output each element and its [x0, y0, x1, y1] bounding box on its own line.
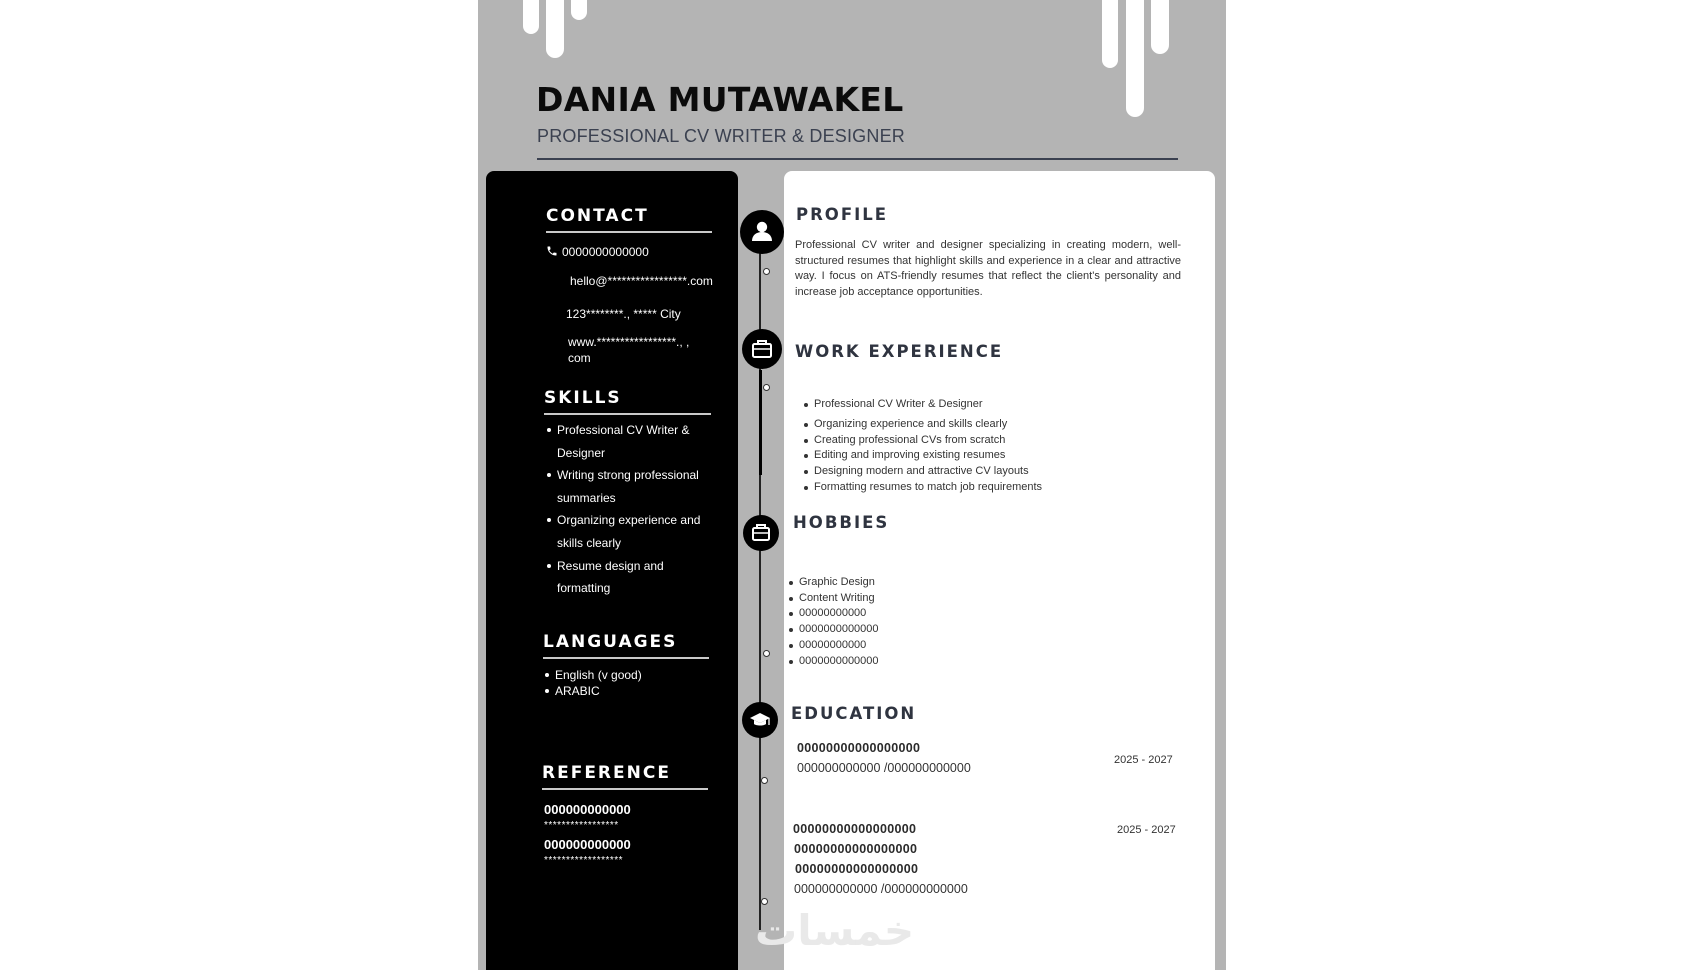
contact-website: www.*****************., ,: [568, 335, 690, 349]
hobbies-heading: HOBBIES: [793, 513, 890, 532]
timeline-dot: [761, 777, 768, 784]
list-item: Creating professional CVs from scratch: [802, 433, 1042, 449]
work-heading: WORK EXPERIENCE: [795, 342, 1004, 361]
profile-heading: PROFILE: [796, 205, 889, 224]
education-heading: EDUCATION: [791, 704, 917, 723]
list-item: Organizing experience and skills clearly: [802, 417, 1042, 433]
decorative-drip: [1151, 0, 1169, 54]
list-item: Graphic Design: [787, 575, 879, 591]
education-degree: 00000000000000000: [797, 741, 921, 755]
list-item: 0000000000000: [787, 622, 879, 638]
hobbies-list: [787, 575, 879, 669]
contact-email: hello@*****************.com: [570, 274, 713, 288]
education-node: [742, 702, 778, 738]
list-item: Resume design and formatting: [545, 555, 707, 600]
list-item: 00000000000: [787, 606, 879, 622]
work-title-list: [802, 397, 983, 413]
contact-phone: 0000000000000: [562, 245, 649, 259]
contact-heading: CONTACT: [546, 206, 649, 226]
timeline-dot: [763, 650, 770, 657]
list-item: ARABIC: [543, 683, 642, 699]
education-date: 2025 - 2027: [1117, 824, 1176, 836]
languages-heading: LANGUAGES: [543, 632, 678, 652]
list-item: Writing strong professional summaries: [545, 464, 707, 509]
reference-divider: [542, 788, 708, 790]
watermark-logo: خمسات: [755, 906, 915, 955]
skills-divider: [544, 413, 711, 415]
list-item: 0000000000000: [787, 654, 879, 670]
list-item: Designing modern and attractive CV layouts: [802, 464, 1042, 480]
list-item: English (v good): [543, 667, 642, 683]
decorative-drip: [523, 0, 539, 34]
work-duties-list: [802, 417, 1042, 496]
decorative-drip: [1126, 0, 1144, 117]
education-institution: 000000000000 /000000000000: [794, 882, 968, 896]
skills-list: [545, 419, 707, 600]
work-node: [742, 329, 782, 369]
reference-name: 000000000000: [544, 802, 631, 817]
list-item: Professional CV Writer & Designer: [545, 419, 707, 464]
list-item: Formatting resumes to match job requirements: [802, 480, 1042, 496]
decorative-drip: [1102, 0, 1118, 68]
education-degree: 00000000000000000: [795, 862, 919, 876]
languages-divider: [543, 657, 709, 659]
contact-address: 123********., ***** City: [566, 307, 681, 321]
timeline-line-accent: [759, 370, 762, 475]
list-item: Professional CV Writer & Designer: [802, 397, 983, 413]
education-degree: 00000000000000000: [793, 822, 917, 836]
timeline-dot: [763, 268, 770, 275]
list-item: 00000000000: [787, 638, 879, 654]
list-item: Organizing experience and skills clearly: [545, 509, 707, 554]
candidate-name: DANIA MUTAWAKEL: [536, 80, 904, 119]
reference-detail: ******************: [544, 855, 624, 866]
hobbies-node: [743, 515, 779, 551]
timeline-dot: [763, 384, 770, 391]
contact-website-suffix: com: [568, 351, 591, 365]
profile-node: [740, 210, 784, 254]
decorative-drip: [546, 0, 564, 58]
contact-divider: [546, 231, 712, 233]
decorative-drip: [571, 0, 587, 20]
reference-detail: *****************: [544, 820, 619, 831]
education-degree: 00000000000000000: [794, 842, 918, 856]
list-item: Editing and improving existing resumes: [802, 448, 1042, 464]
header-divider: [537, 158, 1178, 160]
education-date: 2025 - 2027: [1114, 754, 1173, 766]
candidate-title: PROFESSIONAL CV WRITER & DESIGNER: [537, 126, 905, 146]
timeline-dot: [761, 898, 768, 905]
list-item: Content Writing: [787, 591, 879, 607]
skills-heading: SKILLS: [544, 388, 622, 408]
reference-heading: REFERENCE: [542, 763, 671, 783]
languages-list: [543, 667, 642, 699]
reference-name: 000000000000: [544, 837, 631, 852]
phone-icon: [546, 244, 558, 262]
profile-text: Professional CV writer and designer specializing in creating modern, well-structured resumes that highlight skills and experience in a clear and attractive way. I focus on ATS-friendly resumes that reflect the client's personality and increase job acceptance opportunities.: [795, 239, 1181, 299]
education-institution: 000000000000 /000000000000: [797, 761, 971, 775]
